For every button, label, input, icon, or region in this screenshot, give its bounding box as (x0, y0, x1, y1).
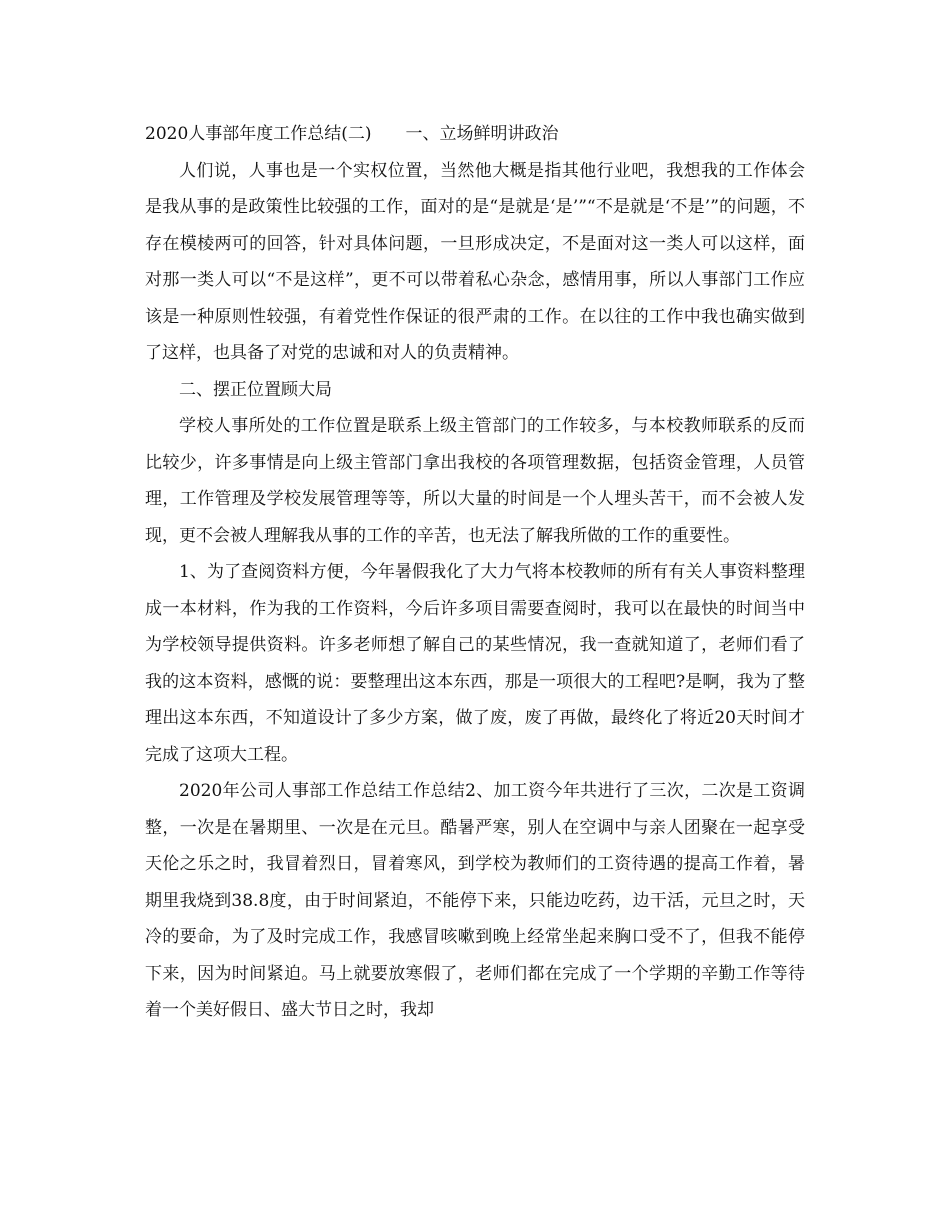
paragraph: 2020年公司人事部工作总结工作总结2、加工资今年共进行了三次，二次是工资调整，一次是在暑期里、一次是在元旦。酷暑严寒，别人在空调中与亲人团聚在一起享受天伦之乐之时，我冒着烈日，冒着寒风，到学校为教师们的工资待遇的提高工作着，暑期里我烧到38.8度，由于时间紧迫，不能停下来，只能边吃药，边干活，元旦之时，天冷的要命，为了及时完成工作，我感冒咳嗽到晚上经常坐起来胸口受不了，但我不能停下来，因为时间紧迫。马上就要放寒假了，老师们都在完成了一个学期的辛勤工作等待着一个美好假日、盛大节日之时，我却 (145, 781, 805, 1020)
document-title: 2020人事部年度工作总结(二) 一、立场鲜明讲政治 (145, 124, 559, 144)
paragraph: 人们说，人事也是一个实权位置，当然他大概是指其他行业吧，我想我的工作体会是我从事的是政策性比较强的工作，面对的是“是就是‘是’”“不是就是‘不是’”的问题，不存在模棱两可的回答，针对具体问题，一旦形成决定，不是面对这一类人可以这样，面对那一类人可以“不是这样”，更不可以带着私心杂念，感情用事，所以人事部门工作应该是一种原则性较强，有着党性作保证的很严肃的工作。在以往的工作中我也确实做到了这样，也具备了对党的忠诚和对人的负责精神。 (145, 160, 805, 363)
document-body (145, 116, 805, 1029)
paragraph: 1、为了查阅资料方便，今年暑假我化了大力气将本校教师的所有有关人事资料整理成一本材料，作为我的工作资料，今后许多项目需要查阅时，我可以在最快的时间当中为学校领导提供资料。许多老师想了解自己的某些情况，我一查就知道了，老师们看了我的这本资料，感慨的说：要整理出这本东西，那是一项很大的工程吧?是啊，我为了整理出这本东西，不知道设计了多少方案，做了废，废了再做，最终化了将近20天时间才完成了这项大工程。 (145, 562, 805, 765)
paragraph: 学校人事所处的工作位置是联系上级主管部门的工作较多，与本校教师联系的反而比较少，许多事情是向上级主管部门拿出我校的各项管理数据，包括资金管理，人员管理，工作管理及学校发展管理等等，所以大量的时间是一个人埋头苦干，而不会被人发现，更不会被人理解我从事的工作的辛苦，也无法了解我所做的工作的重要性。 (145, 416, 805, 546)
section-heading: 二、摆正位置顾大局 (179, 379, 332, 400)
